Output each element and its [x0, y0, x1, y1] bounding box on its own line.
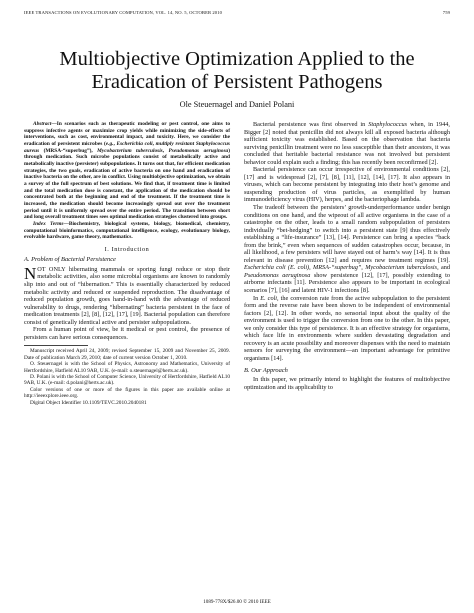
running-head — [24, 10, 450, 18]
body-paragraph-3 — [244, 204, 450, 295]
species-name: E. coli — [260, 294, 278, 302]
journal-header: IEEE TRANSACTIONS ON EVOLUTIONARY COMPUTATION, VOL. 14, NO. 5, OCTOBER 2010 — [24, 10, 222, 15]
abstract-lead: Abstract— — [33, 121, 57, 127]
paragraph-text: The tradeoff between the persisters’ growth-underperformance under benign conditions on one hand, and the wipeout of all active organisms in the case of a catastrophe on the other, leads to a small random subpopulation of persisters individually “bet-hedging” to switch into a persistent state [9] thus effectively establishing a “life-insurance” [13], [14]. Persistence can bring a species “back from the brink,” even when sequences of sudden catastrophes occur, because, in all likelihood, a few persisters will have stayed out of harm’s way [14]. It is thus relevant in disease prevention [12] and requires new treatment regimes [19]. — [244, 204, 450, 264]
title-line-2: Eradication of Persistent Pathogens — [91, 71, 383, 93]
paragraph-text: and — [438, 264, 450, 272]
subsection-heading: A. Problem of Bacterial Persistence — [24, 256, 116, 264]
species-name: Staphylococcus — [368, 121, 408, 128]
paragraph-text: , the conversion rate from the active subpopulation to the persistent form and the reverse rate have been shown to be independent of environmental factors [2], [12]. In other words, no sensorial input about the quality of the environment is used to trigger the conversion from one to the other. In this paper, we only consider this type of persistence. It is an effective strategy for organisms, which face life in environments where sudden devastating degradation and recovery is an acute possibility and moreover dispenses with the need to maintain sensors for surveying the environment—an important advantage for primitive organisms [14]. — [244, 294, 450, 362]
paragraph-text: OT ONLY hibernating mammals or sporing fungi reduce or stop their metabolic activities, also some microbial organisms are known to randomly slip into and out of “hibernation.” This is essentially characterized by reduced metabolic activity and reduced or suspended reproduction. The disadvantage of reduced population growth, goes hand-in-hand with the advantage of reduced vulnerability to drugs, rendering “hibernating” bacteria persistent in the face of medication treatments [2], [8], [12], [17], [19]. Bacterial population can therefore consist of genetically identical active and persister subpopulations. — [24, 265, 230, 326]
paper-title — [24, 48, 450, 94]
abstract-text: , — [162, 147, 169, 154]
footnote-doi: Digital Object Identifier 10.1109/TEVC.2010.2040181 — [30, 399, 147, 406]
author-list: Ole Steuernagel and Daniel Polani — [179, 100, 295, 109]
abstract-eg: e.g. — [105, 140, 114, 147]
intro-paragraph-2: From a human point of view, be it medical or pest control, the presence of persisters can have serious consequences. — [24, 326, 230, 341]
title-line-1: Multiobjective Optimization Applied to the — [59, 48, 415, 70]
species-name: Escherichia coli — [116, 140, 153, 147]
species-name: multiply resistant Staphylococcus aureus — [24, 140, 231, 154]
footnote-author-2: D. Polani is with the School of Computer Science, University of Hertfordshire, Hatfield AL10 9AB, U.K. (e-mail: d.polani@herts.ac.uk). — [24, 374, 230, 387]
body-paragraph-5: In this paper, we primarily intend to highlight the features of multiobjective optimization and its applicability to — [244, 376, 450, 391]
abstract-text: , — [152, 140, 156, 147]
intro-paragraph-1 — [24, 263, 230, 326]
abstract-text: ) through medication. Such microbe populations consist of metabolically active and metabolically inactive (persister) subpopulations. It turns out that, for efficient medication strategies, the two goals, eradication of active bacteria on one hand and eradication of inactive bacteria on the other, are in conflict. Using multiobjective optimization, we obtain a survey of the full spectrum of best solutions. We find that, if treatment time is limited and the total medication dose is constant, the application of the medication should be concentrated both at the beginning and end of the treatment. If the treatment time is increased, the medication should become increasingly spread out over the treatment period until it is uniformly spread over the entire period. The transition between short and long overall treatment times sees optimal medication strategies clustered into groups. — [24, 147, 230, 221]
abstract — [24, 121, 230, 221]
footnote-color: Color versions of one or more of the figures in this paper are available online at http://ieeexplore.ieee.org. — [24, 386, 230, 400]
footnote-author-1: O. Steuernagel is with the School of Physics, Astronomy and Mathematics, University of Hertfordshire, Hatfield AL10 9AB, U.K. (e-mail: o.steuernagel@herts.ac.uk). — [24, 361, 230, 374]
body-paragraph-4 — [244, 295, 450, 363]
paragraph-text: Bacterial persistence was first observed in — [253, 121, 369, 128]
species-name: Pseudomonas aeruginosa — [168, 147, 229, 154]
index-terms-text: —Biochemistry, biological systems, biology, biomedical, chemistry, computational bioinformatics, computational intelligence, ecology, evolutionary biology, evolvable hardware, game theory, mathematics. — [24, 220, 230, 241]
body-paragraph-1 — [244, 121, 450, 166]
abstract-text: In scenarios such as therapeutic modeling or pest control, one aims to suppress infective agents or maximize crop yields while minimizing the side-effects of interventions, such as cost, environmental impact, and toxicity. Here, we consider the eradication of persistent microbes ( — [24, 121, 230, 147]
footnotes — [24, 348, 230, 406]
paragraph-text: In — [253, 294, 261, 302]
left-column — [24, 121, 230, 406]
paragraph-text: show persistence [12], [17], possibly extending to airborne infectants [11]. Persistence also appears to be important in ecological scenarios [7], [16] and latent HIV-1 infections [8]. — [244, 271, 450, 295]
abstract-text: , — [113, 140, 117, 147]
abstract-text: (MRSA-“superbug”), — [39, 147, 98, 154]
paragraph-text: when, in 1944, Bigger [2] noted that penicillin did not always kill all exposed bacteria although sufficient toxicity was established. Based on the observation that bacteria surviving penicillin treatment were no less susceptible than their ancestors, it was concluded that heritable bacterial resistance was not involved but persistent behavior could explain such a finding; this has recently been reconfirmed [2]. — [244, 121, 450, 166]
footnote-manuscript: Manuscript received April 24, 2009; revised September 15, 2009 and November 25, 2009. Date of publication March 29, 2010; date of current version October 1, 2010. — [24, 348, 230, 361]
two-column-body — [24, 121, 450, 406]
drop-cap: N — [24, 263, 37, 283]
species-name: Mycobacterium tuberculosis — [97, 147, 163, 154]
species-name: Escherichia coli (E. coli), MRSA-“superbug”, Mycobacterium tuberculosis, — [244, 264, 439, 272]
index-terms — [24, 221, 230, 241]
subsection-heading: B. Our Approach — [244, 366, 288, 374]
page-number: 759 — [442, 10, 450, 15]
index-terms-lead: Index Terms — [33, 220, 64, 227]
footnote-rule — [24, 345, 88, 346]
copyright-line: 1089-778X/$26.00 © 2010 IEEE — [203, 599, 271, 605]
section-heading: I. Introduction — [104, 245, 150, 253]
species-name: Pseudomonas aeruginosa — [244, 271, 311, 279]
right-column — [244, 121, 450, 406]
body-paragraph-2: Bacterial persistence can occur irrespective of environmental conditions [2], [17] and is widespread [2], [7], [8], [11], [12], [14], [17]. It also appears in viruses, which can become persistent by integrating into their host’s genome and suspending production of virus particles, as exemplified by human immunodeficiency virus (HIV), herpes, and the bacteriophage lambda. — [244, 166, 450, 204]
